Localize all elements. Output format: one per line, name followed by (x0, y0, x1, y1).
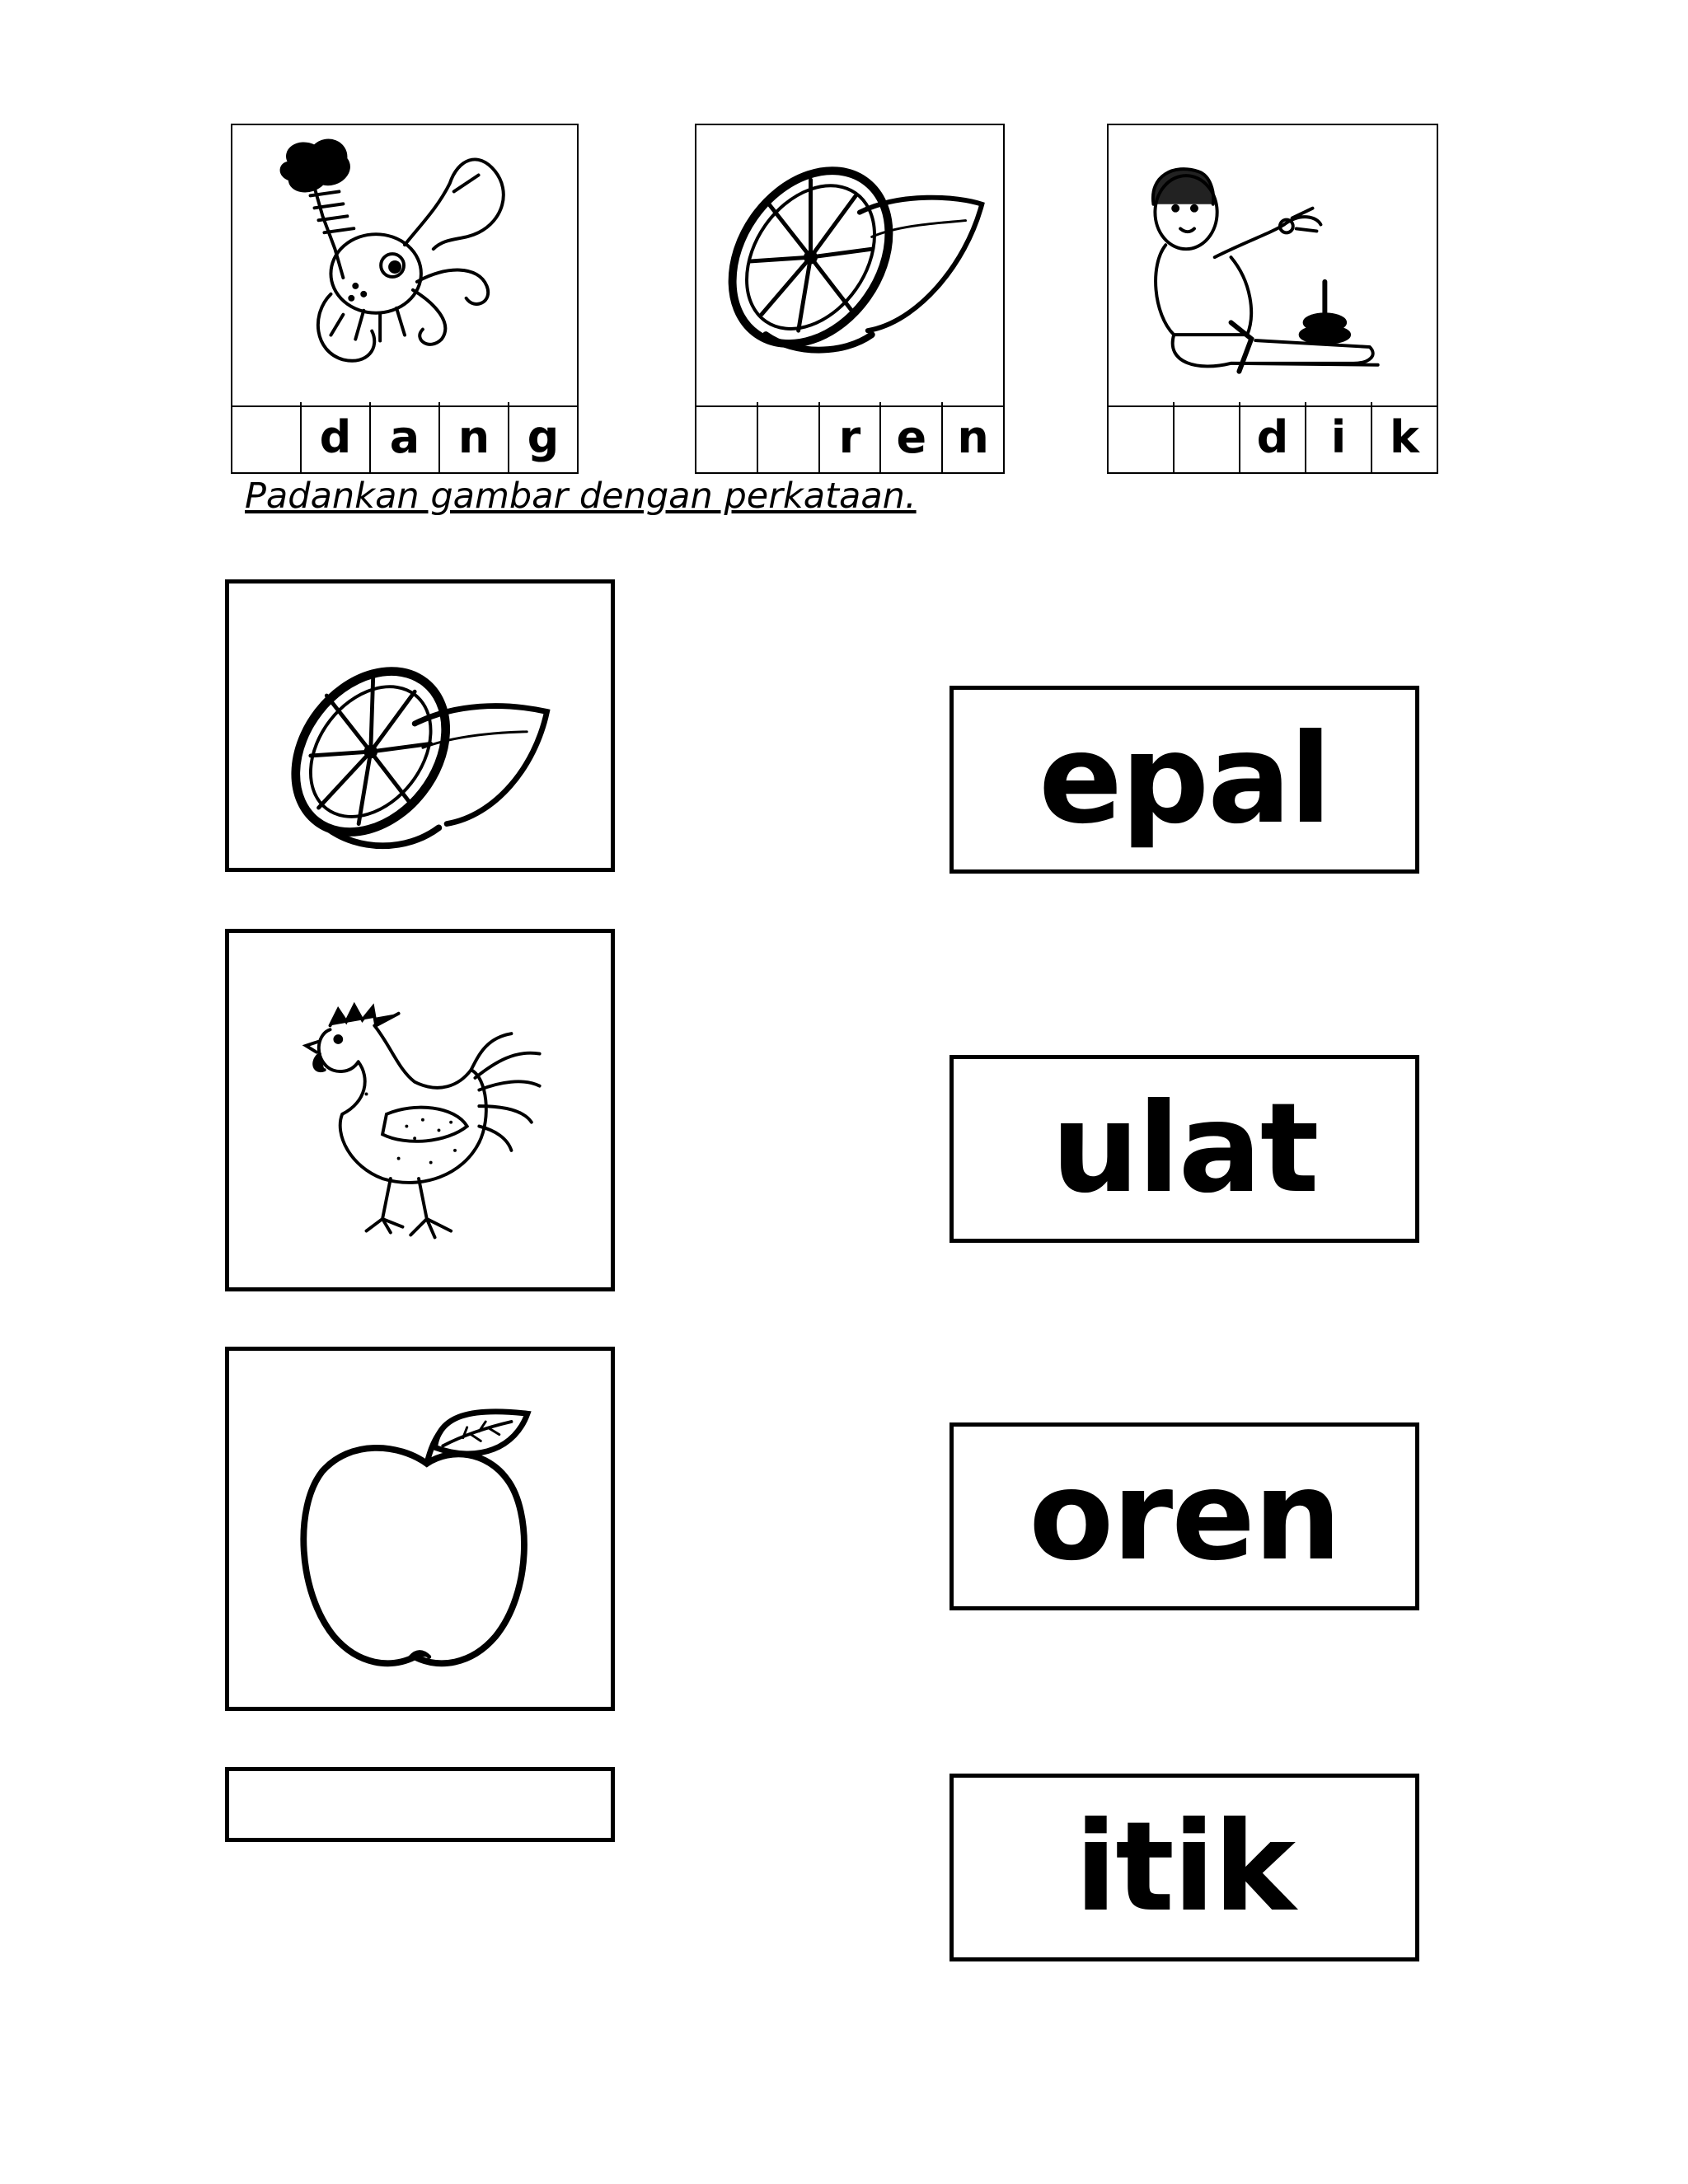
letter-cell[interactable] (232, 402, 302, 472)
letter-cell: e (881, 402, 943, 472)
chicken-icon (229, 933, 611, 1287)
picture-box-chicken[interactable] (225, 929, 615, 1291)
letter-cell[interactable] (696, 402, 758, 472)
apple-icon (229, 1351, 611, 1707)
word-box[interactable]: epal (950, 686, 1419, 874)
word-box[interactable]: itik (950, 1774, 1419, 1961)
letter-cell[interactable] (758, 402, 820, 472)
baby-icon (1109, 125, 1437, 407)
letter-cell[interactable] (1175, 402, 1240, 472)
lobster-icon (232, 125, 577, 407)
picture-box-apple[interactable] (225, 1347, 615, 1711)
spelling-card-lobster (231, 124, 579, 474)
letter-cell: r (820, 402, 882, 472)
letter-cell: n (957, 411, 989, 463)
picture-box-orange[interactable] (225, 579, 615, 872)
word-box[interactable]: ulat (950, 1055, 1419, 1243)
letter-cell: n (440, 402, 509, 472)
spelling-card-orange (695, 124, 1005, 474)
word-box[interactable]: oren (950, 1422, 1419, 1610)
letter-cell: d (1240, 402, 1306, 472)
letter-cell: g (527, 411, 560, 463)
instruction-text: Padankan gambar dengan perkataan. (245, 476, 917, 517)
spelling-card-baby (1107, 124, 1438, 474)
orange-icon (696, 125, 1003, 407)
picture-box-empty[interactable] (225, 1767, 615, 1842)
letter-cell: k (1390, 411, 1419, 463)
letter-cell: i (1306, 402, 1372, 472)
letter-cell: a (371, 402, 440, 472)
letter-cell: d (302, 402, 371, 472)
letter-cell[interactable] (1109, 402, 1175, 472)
orange-icon (229, 583, 611, 868)
